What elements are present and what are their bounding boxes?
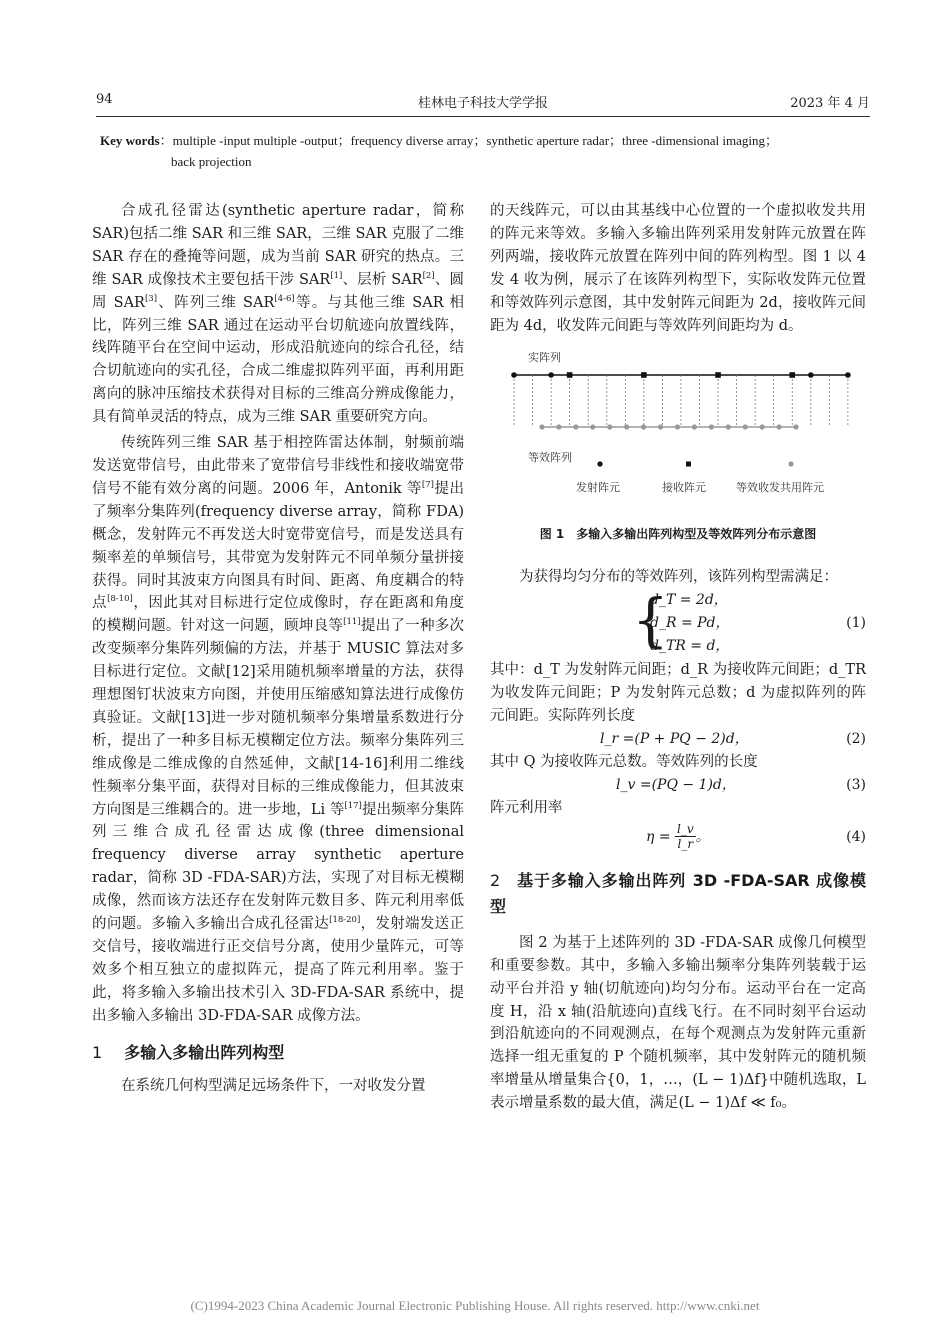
right-column bbox=[490, 200, 866, 1115]
keywords-label: Key words bbox=[100, 133, 160, 148]
issue-date: 2023 年 4 月 bbox=[790, 96, 870, 111]
section-2-paragraph: 图 2 为基于上述阵列的 3D -FDA-SAR 成像几何模型和重要参数。其中，多输入多输出频率分集阵列装载于运动平台并沿 y 轴(切航迹向)均匀分布。运动平台在一定高度 H，沿 x 轴(沿航迹向)直线飞行。在不同时刻平台运动到沿航迹向的不同观测点，在每个观测点为发射阵元重新选择一组无重复的 P 个随机频率，其中发射阵元的随机频率增量从增量集合{0，1，…，(L − 1)Δf}中随机选取，L 表示增量系数的最大值，满足(L − 1)Δf ≪ f₀。 bbox=[490, 934, 866, 1112]
transmit-element bbox=[511, 373, 517, 379]
equivalent-element bbox=[607, 425, 612, 430]
equation-2 bbox=[490, 728, 866, 751]
equation-number: (2) bbox=[846, 730, 866, 747]
text-run: 合成孔径雷达(synthetic aperture radar，简称SAR)包括二维 SAR 和三维 SAR，三维 SAR 克服了二维 SAR 存在的叠掩等问题，成为当前 SAR 研究的热点。三维 SAR 成像技术主要包括干涉 SAR bbox=[92, 203, 464, 288]
text-run: 提出了频率分集阵列(frequency diverse array，简称 FDA)概念，发射阵元不再发送大时宽带宽信号，而是发送具有频率差的单频信号，其带宽为发射阵元不同单频分量拼接获得。同时其波束方向图具有时间、距离、角度耦合的特点 bbox=[92, 480, 465, 612]
equivalent-element bbox=[539, 425, 544, 430]
text-run: 、阵列三维 SAR bbox=[157, 294, 275, 311]
legend-transmit-marker bbox=[597, 462, 602, 467]
equivalent-element bbox=[641, 425, 646, 430]
equation-number: (4) bbox=[846, 828, 866, 845]
citation[interactable]: [4-6] bbox=[274, 293, 295, 304]
citation[interactable]: [3] bbox=[144, 293, 158, 304]
receive-element bbox=[715, 373, 721, 379]
citation[interactable]: [17] bbox=[344, 800, 362, 811]
receive-count-paragraph: 其中 Q 为接收阵元总数。等效阵列的长度 bbox=[490, 753, 758, 770]
intro-paragraph-1 bbox=[92, 200, 464, 429]
equation-lead-paragraph: 为获得均匀分布的等效阵列，该阵列构型需满足： bbox=[519, 569, 838, 586]
equivalent-element bbox=[793, 425, 798, 430]
text-run: 提出了一种多次改变频率分集阵列频偏的方法，并基于 MUSIC 算法对多目标进行定位。文献[12]采用随机频率增量的方法，获得理想图钉状波束方向图，并使用压缩感知算法进行成像仿真验证。文献[13]进一步对随机频率分集增量系数进行分析，提出了一种多目标无模糊定位方法。频率分集阵列三维成像是二维成像的自然延伸，文献[14-16]利用二维线性频率分集平面，获得对目标的三维成像能力，但其波束方向图是三维耦合的。进一步地，Li 等 bbox=[92, 618, 465, 818]
section-1-heading bbox=[92, 1042, 464, 1065]
section-1-paragraph: 在系统几何构型满足远场条件下，一对收发分置 bbox=[121, 1077, 426, 1094]
citation[interactable]: [8-10] bbox=[107, 594, 133, 605]
text-run: 、层析 SAR bbox=[342, 271, 423, 288]
equivalent-element bbox=[709, 425, 714, 430]
text-run: 、圆周 SAR bbox=[92, 271, 464, 311]
equation-number: (3) bbox=[846, 776, 866, 793]
transmit-element bbox=[548, 373, 554, 379]
equation-1-row-1: d_T = 2d， bbox=[650, 592, 728, 609]
section-number: 2 bbox=[490, 870, 501, 890]
citation[interactable]: [11] bbox=[343, 617, 361, 628]
legend-equivalent-marker bbox=[788, 462, 793, 467]
equivalent-element bbox=[726, 425, 731, 430]
receive-element bbox=[641, 373, 647, 379]
equation-1-row-3: d_TR = d， bbox=[650, 638, 730, 655]
equation-4 bbox=[490, 820, 866, 854]
equation-4-fraction bbox=[675, 822, 696, 851]
keywords-line-2: back projection bbox=[171, 154, 252, 169]
keywords-block bbox=[100, 130, 870, 172]
figure-1-caption: 图 1 多输入多输出阵列构型及等效阵列分布示意图 bbox=[539, 527, 817, 542]
equation-3-body: l_v =(PQ − 1)d， bbox=[616, 776, 736, 793]
transmit-element bbox=[845, 373, 851, 379]
receive-element bbox=[567, 373, 573, 379]
equation-4-body bbox=[646, 820, 710, 854]
equation-1-row-2: d_R = Pd， bbox=[650, 615, 730, 632]
journal-name: 桂林电子科技大学学报 bbox=[417, 96, 548, 111]
text-run: 等。与其他三维 SAR 相比，阵列三维 SAR 通过在运动平台切航迹向放置线阵，线阵随平台在空间中运动，形成沿航迹向的综合孔径，结合切航迹向的实孔径，合成二维虚拟阵列平面，再利用距离向的脉冲压缩技术获得对目标的三维高分辨成像能力，具有简单灵活的特点，成为三维 SAR 重要研究方向。 bbox=[92, 294, 464, 426]
equivalent-element bbox=[675, 425, 680, 430]
fraction-denominator: l_r bbox=[677, 837, 694, 852]
figure-label-equivalent-array: 等效阵列 bbox=[528, 451, 572, 465]
receive-element bbox=[789, 373, 795, 379]
section-number: 1 bbox=[92, 1042, 103, 1062]
continued-paragraph: 的天线阵元，可以由其基线中心位置的一个虚拟收发共用的阵元来等效。多输入多输出阵列采用发射阵元放置在阵列两端，接收阵元放置在阵列中间的阵列构型。图 1 以 4 发 4 收为例，展示了在该阵列构型下，实际收发阵元位置和等效阵列示意图，其中发射阵元间距为 2d，接收阵元间距为 4d，收发阵元间距与等效阵列间距均为 d。 bbox=[490, 203, 866, 334]
legend-transmit-label: 发射阵元 bbox=[576, 481, 620, 495]
citation[interactable]: [7] bbox=[421, 479, 434, 490]
equivalent-element bbox=[624, 425, 629, 430]
equation-4-tail: 。 bbox=[695, 828, 710, 845]
text-run: 提出频率分集阵列三维合成孔径雷达成像(three dimensional frequency diverse array synthetic aperture radar，简称 3D -FDA-SAR)方法，实现了对目标无模糊成像，然而该方法还存在发射阵元数目多、阵元利用率低的问题。多输入多输出合成孔径雷达 bbox=[92, 801, 465, 933]
intro-paragraph-2 bbox=[92, 432, 464, 1028]
figure-label-real-array: 实阵列 bbox=[528, 351, 561, 365]
page-number: 94 bbox=[96, 92, 113, 107]
text-run: ，发射端发送正交信号，接收端进行正交信号分离，使用少量阵元，可等效多个相互独立的虚拟阵元，提高了阵元利用率。鉴于此，将多输入多输出技术引入 3D-FDA-SAR 系统中，提出多输入多输出 3D-FDA-SAR 成像方法。 bbox=[92, 916, 465, 1024]
equivalent-element bbox=[760, 425, 765, 430]
section-title: 多输入多输出阵列构型 bbox=[124, 1042, 285, 1062]
equation-1 bbox=[490, 586, 866, 659]
equivalent-element bbox=[590, 425, 595, 430]
equivalent-element bbox=[573, 425, 578, 430]
citation[interactable]: [2] bbox=[422, 270, 435, 281]
equation-3 bbox=[490, 774, 866, 797]
transmit-element bbox=[808, 373, 814, 379]
citation[interactable]: [18-20] bbox=[329, 915, 361, 926]
section-2-heading bbox=[490, 868, 866, 920]
left-brace: { bbox=[632, 586, 669, 655]
left-column bbox=[92, 200, 464, 1097]
fraction-numerator: l_v bbox=[677, 822, 694, 837]
variable-definitions: 其中：d_T 为发射阵元间距；d_R 为接收阵元间距；d_TR 为收发阵元间距；P 为发射阵元总数；d 为虚拟阵列的阵元间距。实际阵列长度 bbox=[490, 662, 866, 725]
running-header bbox=[96, 92, 870, 117]
citation[interactable]: [1] bbox=[330, 270, 343, 281]
keywords-line-1: ：multiple -input multiple -output；frequency diverse array；synthetic aperture radar；three -dimensional imaging； bbox=[159, 133, 778, 148]
equivalent-element bbox=[658, 425, 663, 430]
text-run: ，因此其对目标进行定位成像时，存在距离和角度的模糊问题。针对这一问题，顾坤良等 bbox=[92, 595, 465, 635]
equation-4-lhs: η = bbox=[646, 828, 671, 845]
equation-number: (1) bbox=[846, 615, 866, 632]
equivalent-element bbox=[776, 425, 781, 430]
section-title: 基于多输入多输出阵列 3D -FDA-SAR 成像模型 bbox=[490, 870, 866, 916]
copyright-footer: (C)1994-2023 China Academic Journal Electronic Publishing House. All rights reserved. http://www.cnki.net bbox=[190, 1298, 760, 1313]
equivalent-element bbox=[692, 425, 697, 430]
equivalent-element bbox=[743, 425, 748, 430]
legend-receive-label: 接收阵元 bbox=[662, 481, 706, 495]
text-run: 传统阵列三维 SAR 基于相控阵雷达体制，射频前端发送宽带信号，由此带来了宽带信号非线性和接收端宽带信号不能有效分离的问题。2006 年，Antonik 等 bbox=[92, 435, 464, 497]
equivalent-element bbox=[556, 425, 561, 430]
equation-2-body: l_r =(P + PQ − 2)d， bbox=[600, 730, 749, 747]
legend-equivalent-label: 等效收发共用阵元 bbox=[736, 481, 824, 495]
legend-receive-marker bbox=[686, 462, 691, 467]
utilization-label: 阵元利用率 bbox=[490, 799, 563, 816]
figure-1 bbox=[490, 347, 866, 517]
